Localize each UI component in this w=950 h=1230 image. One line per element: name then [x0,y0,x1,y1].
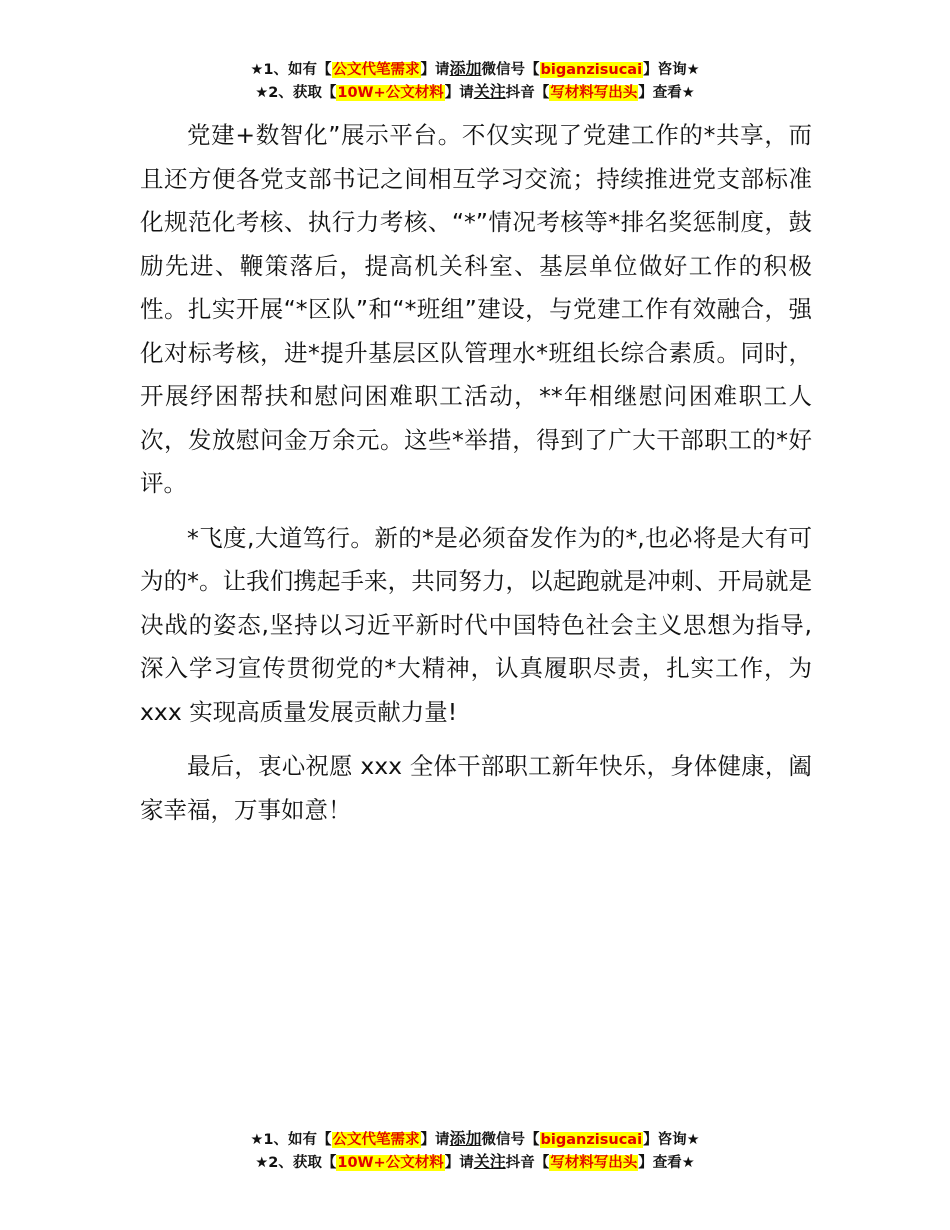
highlight-materials: 10W+公文材料 [337,85,444,101]
banner-text: 】查看★ [638,1155,695,1171]
banner-text: ★1、如有【 [250,1132,332,1148]
document-body [140,114,812,843]
highlight-douyin: 写材料写出头 [550,85,638,101]
banner-text: 抖音【 [505,1155,550,1171]
highlight-wechat-id: biganzisucai [540,62,643,78]
highlight-wechat-id: biganzisucai [540,1132,643,1148]
banner-line-2 [0,1151,950,1174]
banner-text: ★1、如有【 [250,62,332,78]
banner-text: 】请 [420,62,450,78]
banner-emphasis: 关注 [473,82,506,101]
banner-emphasis: 添加 [449,1129,482,1148]
banner-text: 】请 [444,85,474,101]
banner-text: 】请 [444,1155,474,1171]
banner-text: 】请 [420,1132,450,1148]
banner-emphasis: 添加 [449,59,482,78]
banner-text: 】查看★ [638,85,695,101]
banner-text: 抖音【 [505,85,550,101]
highlight-service: 公文代笔需求 [332,1132,420,1148]
banner-text: 】咨询★ [643,1132,700,1148]
banner-line-2 [0,81,950,104]
paragraph-1: 党建+数智化”展示平台。不仅实现了党建工作的*共享，而且还方便各党支部书记之间相互学习交流；持续推进党支部标准化规范化考核、执行力考核、“*”情况考核等*排名奖惩制度，鼓励先进、鞭策落后，提高机关科室、基层单位做好工作的积极性。扎实开展“*区队”和“*班组”建设，与党建工作有效融合，强化对标考核，进*提升基层区队管理水*班组长综合素质。同时，开展纾困帮扶和慰问困难职工活动，**年相继慰问困难职工人次，发放慰问金万余元。这些*举措，得到了广大干部职工的*好评。 [140,121,812,497]
highlight-douyin: 写材料写出头 [550,1155,638,1171]
paragraph-2: *飞度,大道笃行。新的*是必须奋发作为的*,也必将是大有可为的*。让我们携起手来，共同努力，以起跑就是冲刺、开局就是决战的姿态,坚持以习近平新时代中国特色社会主义思想为指导,深入学习宣传贯彻党的*大精神，认真履职尽责，扎实工作，为 xxx 实现高质量发展贡献力量! [140,523,812,726]
banner-text: ★2、获取【 [255,1155,337,1171]
banner-emphasis: 关注 [473,1152,506,1171]
paragraph-3: 最后，衷心祝愿 xxx 全体干部职工新年快乐，身体健康，阖家幸福，万事如意！ [140,752,812,824]
banner-line-1 [0,58,950,81]
highlight-service: 公文代笔需求 [332,62,420,78]
banner-line-1 [0,1128,950,1151]
footer-banner [0,1128,950,1174]
highlight-materials: 10W+公文材料 [337,1155,444,1171]
banner-text: 微信号【 [481,62,540,78]
banner-text: 微信号【 [481,1132,540,1148]
header-banner [0,58,950,104]
banner-text: 】咨询★ [643,62,700,78]
banner-text: ★2、获取【 [255,85,337,101]
